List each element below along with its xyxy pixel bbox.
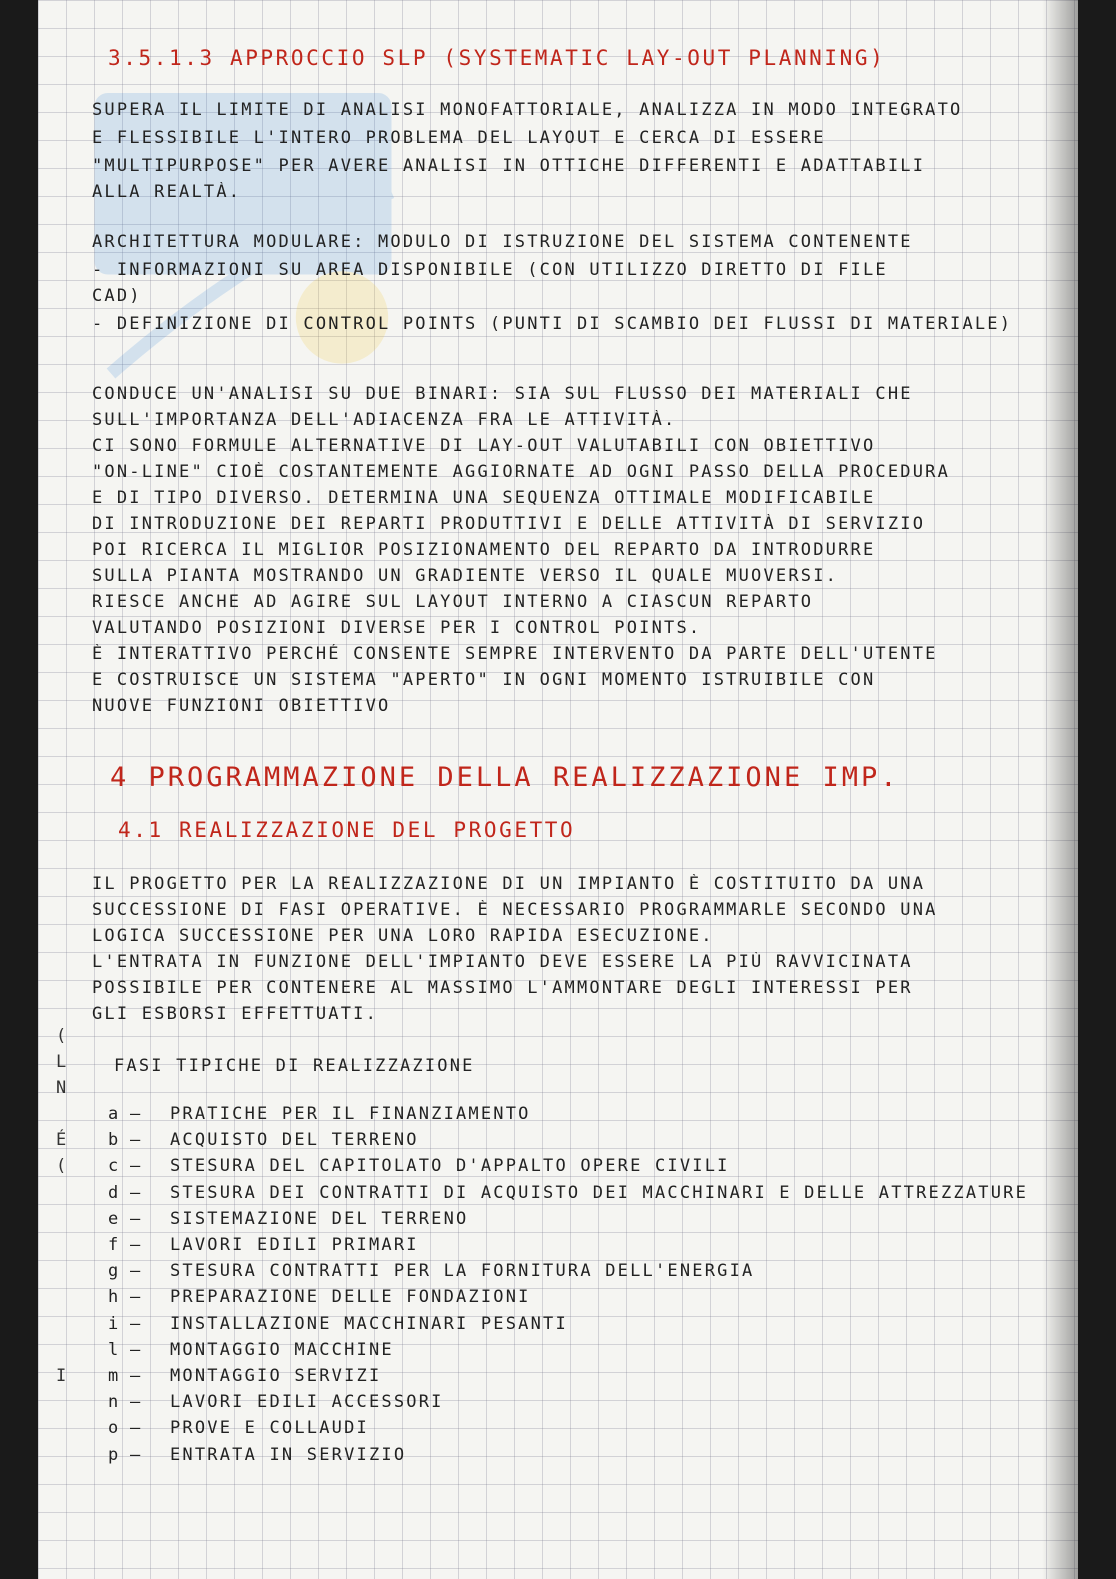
paragraph-2-line-2: - INFORMAZIONI SU AREA DISPONIBILE (CON UTILIZZO DIRETTO DI FILE <box>92 260 888 280</box>
paragraph-4-line-6: GLI ESBORSI EFFETTUATI. <box>92 1004 379 1024</box>
paragraph-3-line-6: DI INTRODUZIONE DEI REPARTI PRODUTTIVI E DELLE ATTIVITÀ DI SERVIZIO <box>92 514 926 534</box>
phase-item <box>108 1445 1054 1465</box>
phase-item <box>108 1261 1054 1281</box>
phase-item <box>108 1366 1054 1386</box>
phase-item <box>108 1392 1054 1412</box>
phase-dash: – <box>130 1287 143 1308</box>
phase-item <box>108 1209 1054 1229</box>
paragraph-3-line-11: È INTERATTIVO PERCHÉ CONSENTE SEMPRE INTERVENTO DA PARTE DELL'UTENTE <box>92 644 938 664</box>
chapter-heading: 4 PROGRAMMAZIONE DELLA REALIZZAZIONE IMP. <box>110 762 900 793</box>
phase-dash: – <box>130 1366 143 1386</box>
phase-letter: p <box>108 1444 121 1465</box>
phase-item <box>108 1130 1054 1150</box>
paragraph-3-line-5: E DI TIPO DIVERSO. DETERMINA UNA SEQUENZA OTTIMALE MODIFICABILE <box>92 488 876 508</box>
phase-item <box>108 1183 1054 1203</box>
margin-mark: N <box>56 1078 67 1098</box>
phase-letter: l <box>108 1339 121 1360</box>
phase-dash: – <box>130 1261 143 1282</box>
section-heading: 3.5.1.3 APPROCCIO SLP (SYSTEMATIC LAY-OUT PLANNING) <box>108 46 886 70</box>
margin-mark: L <box>56 1052 67 1072</box>
paragraph-2-line-4: - DEFINIZIONE DI CONTROL POINTS (PUNTI DI SCAMBIO DEI FLUSSI DI MATERIALE) <box>92 314 1013 334</box>
phase-item <box>108 1314 1054 1334</box>
phase-text: SISTEMAZIONE DEL TERRENO <box>170 1208 469 1229</box>
phase-letter: m <box>108 1366 121 1386</box>
phase-letter: g <box>108 1261 121 1282</box>
phase-text: INSTALLAZIONE MACCHINARI PESANTI <box>170 1313 568 1334</box>
phase-letter: h <box>108 1287 121 1308</box>
margin-mark: É <box>56 1130 67 1150</box>
phase-text: MONTAGGIO SERVIZI <box>170 1366 382 1386</box>
paragraph-3-line-13: NUOVE FUNZIONI OBIETTIVO <box>92 696 391 716</box>
paragraph-3-line-3: CI SONO FORMULE ALTERNATIVE DI LAY-OUT VALUTABILI CON OBIETTIVO <box>92 436 876 456</box>
paragraph-3-line-1: CONDUCE UN'ANALISI SU DUE BINARI: SIA SUL FLUSSO DEI MATERIALI CHE <box>92 384 913 404</box>
paragraph-1-line-4: ALLA REALTÀ. <box>92 182 242 202</box>
phase-item <box>108 1418 1054 1438</box>
paragraph-3-line-2: SULL'IMPORTANZA DELL'ADIACENZA FRA LE ATTIVITÀ. <box>92 410 677 430</box>
page-edge-shadow <box>1042 0 1078 1579</box>
phase-letter: b <box>108 1130 121 1151</box>
phase-letter: c <box>108 1156 121 1177</box>
phase-dash: – <box>130 1418 143 1439</box>
phase-item <box>108 1156 1054 1176</box>
phase-text: STESURA DEL CAPITOLATO D'APPALTO OPERE CIVILI <box>170 1156 730 1177</box>
paragraph-4-line-3: LOGICA SUCCESSIONE PER UNA LORO RAPIDA ESECUZIONE. <box>92 926 714 946</box>
phase-text: PRATICHE PER IL FINANZIAMENTO <box>170 1104 531 1124</box>
phase-letter: i <box>108 1313 121 1334</box>
phase-text: MONTAGGIO MACCHINE <box>170 1339 394 1360</box>
paragraph-3-line-4: "ON-LINE" CIOÈ COSTANTEMENTE AGGIORNATE AD OGNI PASSO DELLA PROCEDURA <box>92 462 951 482</box>
paragraph-1-line-1: SUPERA IL LIMITE DI ANALISI MONOFATTORIALE, ANALIZZA IN MODO INTEGRATO <box>92 100 963 120</box>
paragraph-4-line-4: L'ENTRATA IN FUNZIONE DELL'IMPIANTO DEVE ESSERE LA PIÙ RAVVICINATA <box>92 952 913 972</box>
paragraph-4-line-1: IL PROGETTO PER LA REALIZZAZIONE DI UN IMPIANTO È COSTITUITO DA UNA <box>92 874 926 894</box>
phase-text: STESURA DEI CONTRATTI DI ACQUISTO DEI MACCHINARI E DELLE ATTREZZATURE <box>170 1182 1029 1203</box>
phase-item <box>108 1287 1054 1307</box>
phase-text: LAVORI EDILI ACCESSORI <box>170 1392 444 1413</box>
paragraph-3-line-7: POI RICERCA IL MIGLIOR POSIZIONAMENTO DEL REPARTO DA INTRODURRE <box>92 540 876 560</box>
phase-dash: – <box>130 1130 143 1151</box>
phase-item <box>108 1235 1054 1255</box>
phase-dash: – <box>130 1313 143 1334</box>
phase-dash: – <box>130 1182 143 1203</box>
phase-dash: – <box>130 1156 143 1177</box>
paragraph-1-line-3: "MULTIPURPOSE" PER AVERE ANALISI IN OTTICHE DIFFERENTI E ADATTABILI <box>92 156 926 176</box>
margin-mark: ( <box>56 1026 67 1046</box>
phase-dash: – <box>130 1339 143 1360</box>
phase-text: LAVORI EDILI PRIMARI <box>170 1235 419 1255</box>
phase-item <box>108 1340 1054 1360</box>
paragraph-4-line-5: POSSIBILE PER CONTENERE AL MASSIMO L'AMMONTARE DEGLI INTERESSI PER <box>92 978 913 998</box>
phase-letter: f <box>108 1235 121 1255</box>
phase-letter: d <box>108 1182 121 1203</box>
phase-dash: – <box>130 1104 143 1124</box>
phase-letter: n <box>108 1392 121 1413</box>
margin-mark: ( <box>56 1156 67 1176</box>
phase-dash: – <box>130 1235 143 1255</box>
phase-letter: e <box>108 1208 121 1229</box>
phase-dash: – <box>130 1208 143 1229</box>
phase-text: PREPARAZIONE DELLE FONDAZIONI <box>170 1287 531 1308</box>
phase-text: ACQUISTO DEL TERRENO <box>170 1130 419 1151</box>
phase-dash: – <box>130 1392 143 1413</box>
margin-mark: I <box>56 1366 67 1386</box>
paragraph-2-line-3: CAD) <box>92 286 142 306</box>
list-title: FASI TIPICHE DI REALIZZAZIONE <box>114 1056 475 1076</box>
phase-dash: – <box>130 1444 143 1465</box>
phase-text: ENTRATA IN SERVIZIO <box>170 1444 407 1465</box>
paragraph-2-line-1: ARCHITETTURA MODULARE: MODULO DI ISTRUZIONE DEL SISTEMA CONTENENTE <box>92 232 913 252</box>
subsection-heading: 4.1 REALIZZAZIONE DEL PROGETTO <box>118 818 576 842</box>
paragraph-3-line-8: SULLA PIANTA MOSTRANDO UN GRADIENTE VERSO IL QUALE MUOVERSI. <box>92 566 839 586</box>
phase-letter: a <box>108 1104 121 1124</box>
paragraph-3-line-12: E COSTRUISCE UN SISTEMA "APERTO" IN OGNI MOMENTO ISTRUIBILE CON <box>92 670 876 690</box>
phase-letter: o <box>108 1418 121 1439</box>
paragraph-4-line-2: SUCCESSIONE DI FASI OPERATIVE. È NECESSARIO PROGRAMMARLE SECONDO UNA <box>92 900 938 920</box>
phase-text: PROVE E COLLAUDI <box>170 1418 369 1439</box>
phase-text: STESURA CONTRATTI PER LA FORNITURA DELL'ENERGIA <box>170 1261 755 1282</box>
paragraph-1-line-2: E FLESSIBILE L'INTERO PROBLEMA DEL LAYOUT E CERCA DI ESSERE <box>92 128 826 148</box>
notebook-page <box>38 0 1078 1579</box>
phase-item <box>108 1104 1054 1124</box>
paragraph-3-line-9: RIESCE ANCHE AD AGIRE SUL LAYOUT INTERNO A CIASCUN REPARTO <box>92 592 814 612</box>
paragraph-3-line-10: VALUTANDO POSIZIONI DIVERSE PER I CONTROL POINTS. <box>92 618 702 638</box>
